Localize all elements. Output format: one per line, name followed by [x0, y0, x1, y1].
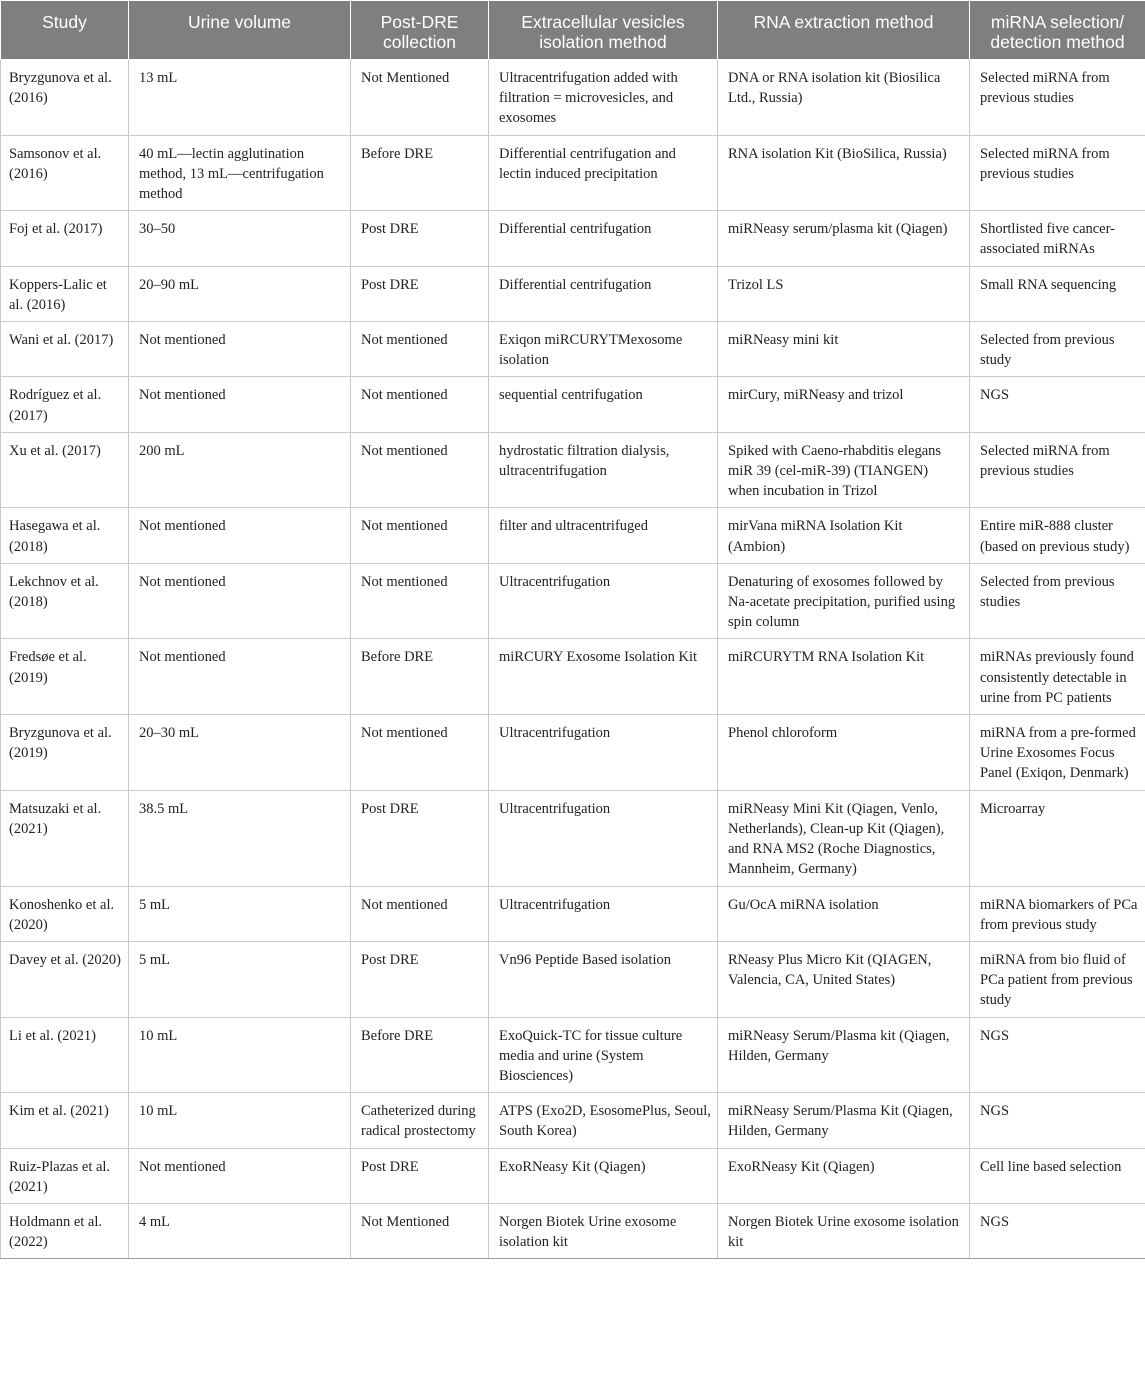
post-dre-cell: Not mentioned [351, 886, 489, 941]
ev-isolation-cell: Ultracentrifugation [489, 563, 718, 639]
post-dre-cell: Catheterized during radical prostectomy [351, 1093, 489, 1148]
rna-extraction-cell: mirCury, miRNeasy and trizol [718, 377, 970, 432]
post-dre-cell: Not mentioned [351, 432, 489, 508]
study-cell: Konoshenko et al. (2020) [1, 886, 129, 941]
ev-isolation-cell: Ultracentrifugation added with filtration = microvesicles, and exosomes [489, 60, 718, 136]
mirna-selection-cell: Selected miRNA from previous studies [970, 432, 1145, 508]
study-cell: Bryzgunova et al. (2016) [1, 60, 129, 136]
header-mirna-selection-method: miRNA selection/ detection method [970, 1, 1145, 60]
table-row [1, 715, 1145, 791]
table-row [1, 639, 1145, 715]
rna-extraction-cell: miRNeasy Serum/Plasma kit (Qiagen, Hilden, Germany [718, 1017, 970, 1093]
table-row [1, 266, 1145, 321]
header-rna-extraction-method: RNA extraction method [718, 1, 970, 60]
table-row [1, 1017, 1145, 1093]
header-study: Study [1, 1, 129, 60]
table-row [1, 886, 1145, 941]
post-dre-cell: Not mentioned [351, 563, 489, 639]
header-urine-volume: Urine volume [129, 1, 351, 60]
header-post-dre-collection: Post-DRE collection [351, 1, 489, 60]
post-dre-cell: Not mentioned [351, 322, 489, 377]
mirna-selection-cell: Microarray [970, 790, 1145, 886]
table-row [1, 563, 1145, 639]
post-dre-cell: Before DRE [351, 639, 489, 715]
table-row [1, 135, 1145, 211]
header-row [1, 1, 1145, 60]
urine-volume-cell: Not mentioned [129, 639, 351, 715]
table-row [1, 377, 1145, 432]
post-dre-cell: Not mentioned [351, 377, 489, 432]
ev-isolation-cell: Differential centrifugation [489, 266, 718, 321]
mirna-selection-cell: Shortlisted five cancer-associated miRNAs [970, 211, 1145, 266]
urine-volume-cell: 20–30 mL [129, 715, 351, 791]
study-cell: Kim et al. (2021) [1, 1093, 129, 1148]
table-row [1, 1203, 1145, 1258]
mirna-selection-cell: Selected from previous study [970, 322, 1145, 377]
ev-isolation-cell: Vn96 Peptide Based isolation [489, 941, 718, 1017]
urine-volume-cell: 40 mL—lectin agglutination method, 13 mL—centrifugation method [129, 135, 351, 211]
table-row [1, 1148, 1145, 1203]
urine-volume-cell: 38.5 mL [129, 790, 351, 886]
post-dre-cell: Not Mentioned [351, 60, 489, 136]
urine-volume-cell: Not mentioned [129, 322, 351, 377]
table-header [1, 1, 1145, 60]
ev-isolation-cell: sequential centrifugation [489, 377, 718, 432]
rna-extraction-cell: miRCURYTM RNA Isolation Kit [718, 639, 970, 715]
study-cell: Bryzgunova et al. (2019) [1, 715, 129, 791]
study-cell: Foj et al. (2017) [1, 211, 129, 266]
urine-volume-cell: 13 mL [129, 60, 351, 136]
rna-extraction-cell: DNA or RNA isolation kit (Biosilica Ltd., Russia) [718, 60, 970, 136]
post-dre-cell: Not mentioned [351, 508, 489, 563]
table-row [1, 508, 1145, 563]
study-cell: Lekchnov et al. (2018) [1, 563, 129, 639]
mirna-selection-cell: miRNA from a pre-formed Urine Exosomes Focus Panel (Exiqon, Denmark) [970, 715, 1145, 791]
urine-volume-cell: Not mentioned [129, 377, 351, 432]
mirna-selection-cell: Entire miR-888 cluster (based on previous study) [970, 508, 1145, 563]
ev-isolation-cell: ExoRNeasy Kit (Qiagen) [489, 1148, 718, 1203]
ev-isolation-cell: miRCURY Exosome Isolation Kit [489, 639, 718, 715]
mirna-selection-cell: miRNA biomarkers of PCa from previous study [970, 886, 1145, 941]
study-cell: Fredsøe et al. (2019) [1, 639, 129, 715]
urine-volume-cell: 4 mL [129, 1203, 351, 1258]
table-row [1, 790, 1145, 886]
ev-isolation-cell: filter and ultracentrifuged [489, 508, 718, 563]
urine-volume-cell: Not mentioned [129, 508, 351, 563]
post-dre-cell: Before DRE [351, 1017, 489, 1093]
study-cell: Davey et al. (2020) [1, 941, 129, 1017]
urine-volume-cell: 200 mL [129, 432, 351, 508]
mirna-selection-cell: Selected from previous studies [970, 563, 1145, 639]
urine-volume-cell: 10 mL [129, 1093, 351, 1148]
mirna-selection-cell: miRNAs previously found consistently detectable in urine from PC patients [970, 639, 1145, 715]
rna-extraction-cell: Spiked with Caeno-rhabditis elegans miR 39 (cel-miR-39) (TIANGEN) when incubation in Trizol [718, 432, 970, 508]
ev-isolation-cell: hydrostatic filtration dialysis, ultracentrifugation [489, 432, 718, 508]
rna-extraction-cell: miRNeasy mini kit [718, 322, 970, 377]
urine-volume-cell: 30–50 [129, 211, 351, 266]
mirna-selection-cell: Selected miRNA from previous studies [970, 60, 1145, 136]
study-cell: Li et al. (2021) [1, 1017, 129, 1093]
post-dre-cell: Before DRE [351, 135, 489, 211]
ev-isolation-cell: ATPS (Exo2D, EsosomePlus, Seoul, South Korea) [489, 1093, 718, 1148]
mirna-selection-cell: Cell line based selection [970, 1148, 1145, 1203]
rna-extraction-cell: RNA isolation Kit (BioSilica, Russia) [718, 135, 970, 211]
ev-isolation-cell: Ultracentrifugation [489, 715, 718, 791]
rna-extraction-cell: Phenol chloroform [718, 715, 970, 791]
study-cell: Xu et al. (2017) [1, 432, 129, 508]
ev-isolation-cell: Ultracentrifugation [489, 886, 718, 941]
urine-volume-cell: 5 mL [129, 886, 351, 941]
mirna-selection-cell: NGS [970, 1093, 1145, 1148]
urine-volume-cell: 10 mL [129, 1017, 351, 1093]
ev-isolation-cell: ExoQuick-TC for tissue culture media and urine (System Biosciences) [489, 1017, 718, 1093]
mirna-selection-cell: NGS [970, 1017, 1145, 1093]
study-cell: Hasegawa et al. (2018) [1, 508, 129, 563]
header-ev-isolation-method: Extracellular vesicles isolation method [489, 1, 718, 60]
table-row [1, 432, 1145, 508]
rna-extraction-cell: ExoRNeasy Kit (Qiagen) [718, 1148, 970, 1203]
study-cell: Ruiz-Plazas et al. (2021) [1, 1148, 129, 1203]
mirna-selection-cell: NGS [970, 377, 1145, 432]
post-dre-cell: Post DRE [351, 1148, 489, 1203]
rna-extraction-cell: mirVana miRNA Isolation Kit (Ambion) [718, 508, 970, 563]
post-dre-cell: Not mentioned [351, 715, 489, 791]
table-row [1, 322, 1145, 377]
rna-extraction-cell: miRNeasy Serum/Plasma Kit (Qiagen, Hilden, Germany [718, 1093, 970, 1148]
urine-volume-cell: 5 mL [129, 941, 351, 1017]
table-row [1, 1093, 1145, 1148]
study-cell: Rodríguez et al. (2017) [1, 377, 129, 432]
post-dre-cell: Post DRE [351, 790, 489, 886]
rna-extraction-cell: Trizol LS [718, 266, 970, 321]
mirna-selection-cell: Selected miRNA from previous studies [970, 135, 1145, 211]
study-cell: Samsonov et al. (2016) [1, 135, 129, 211]
rna-extraction-cell: RNeasy Plus Micro Kit (QIAGEN, Valencia, CA, United States) [718, 941, 970, 1017]
table-row [1, 211, 1145, 266]
mirna-selection-cell: miRNA from bio fluid of PCa patient from previous study [970, 941, 1145, 1017]
ev-isolation-cell: Ultracentrifugation [489, 790, 718, 886]
ev-isolation-cell: Exiqon miRCURYTMexosome isolation [489, 322, 718, 377]
urine-volume-cell: 20–90 mL [129, 266, 351, 321]
post-dre-cell: Post DRE [351, 211, 489, 266]
urine-volume-cell: Not mentioned [129, 1148, 351, 1203]
study-cell: Wani et al. (2017) [1, 322, 129, 377]
post-dre-cell: Post DRE [351, 266, 489, 321]
mirna-selection-cell: Small RNA sequencing [970, 266, 1145, 321]
post-dre-cell: Not Mentioned [351, 1203, 489, 1258]
study-cell: Koppers-Lalic et al. (2016) [1, 266, 129, 321]
post-dre-cell: Post DRE [351, 941, 489, 1017]
urine-volume-cell: Not mentioned [129, 563, 351, 639]
rna-extraction-cell: miRNeasy serum/plasma kit (Qiagen) [718, 211, 970, 266]
table-row [1, 60, 1145, 136]
study-cell: Holdmann et al. (2022) [1, 1203, 129, 1258]
ev-isolation-cell: Differential centrifugation and lectin induced precipitation [489, 135, 718, 211]
rna-extraction-cell: miRNeasy Mini Kit (Qiagen, Venlo, Netherlands), Clean-up Kit (Qiagen), and RNA MS2 (Roche Diagnostics, Mannheim, Germany) [718, 790, 970, 886]
mirna-selection-cell: NGS [970, 1203, 1145, 1258]
rna-extraction-cell: Denaturing of exosomes followed by Na-acetate precipitation, purified using spin column [718, 563, 970, 639]
rna-extraction-cell: Norgen Biotek Urine exosome isolation kit [718, 1203, 970, 1258]
table-body [1, 60, 1145, 1259]
study-cell: Matsuzaki et al. (2021) [1, 790, 129, 886]
table-row [1, 941, 1145, 1017]
rna-extraction-cell: Gu/OcA miRNA isolation [718, 886, 970, 941]
ev-isolation-cell: Norgen Biotek Urine exosome isolation kit [489, 1203, 718, 1258]
ev-isolation-cell: Differential centrifugation [489, 211, 718, 266]
